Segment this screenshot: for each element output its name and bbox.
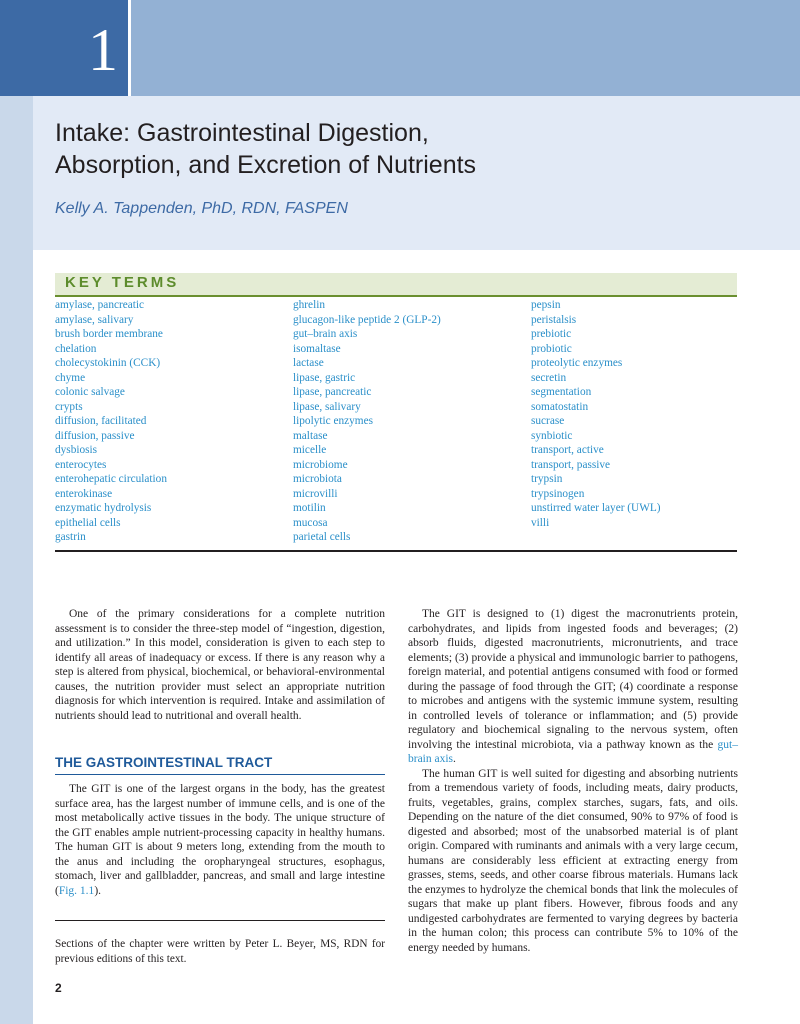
git-paragraph-text: The GIT is one of the largest organs in the body, has the greatest surface area, has the largest number of immune cells, and is one of the most metabolically active tissues in the body. The unique structure of the GIT enables ample nutrient-processing capacity in healthy humans. The human GIT is about 9 meters long, extending from the mouth to the anus and including the oropharyngeal structures, esophagus, stomach, liver and gallbladder, pancreas, and small and large intestine (: [55, 783, 385, 897]
key-term-link[interactable]: parietal cells: [293, 531, 351, 543]
key-term-link[interactable]: lipase, gastric: [293, 371, 356, 384]
key-term-link[interactable]: lipase, pancreatic: [293, 386, 372, 398]
key-term-link[interactable]: gastrin: [55, 531, 86, 543]
key-term-link[interactable]: microbiome: [293, 458, 348, 471]
intro-paragraph-block: [55, 607, 385, 723]
key-term-link[interactable]: diffusion, facilitated: [55, 415, 147, 427]
key-term-link[interactable]: probiotic: [531, 342, 572, 355]
intro-paragraph: One of the primary considerations for a complete nutrition assessment is to consider the three-step model of “ingestion, digestion, and utilization.” In this model, consideration is given to each step to identify all areas of inadequacy or excess. If there is any reason why a step is altered from physical, biochemical, or behavioral-environmental causes, the nutrition provider must select an appropriate nutrition diagnosis for which intervention is required. Intake and assimilation of nutrients should lead to nutritional and overall health.: [55, 608, 385, 722]
key-term-link[interactable]: crypts: [55, 400, 83, 413]
chapter-number-box: [0, 0, 128, 96]
header-band: [131, 0, 800, 96]
left-margin-strip: [0, 0, 33, 1024]
key-term-link[interactable]: lipolytic enzymes: [293, 415, 373, 427]
figure-reference-link[interactable]: Fig. 1.1: [58, 884, 95, 897]
key-term-link[interactable]: motilin: [293, 502, 326, 514]
right-paragraph-2: The human GIT is well suited for digesting and absorbing nutrients from a tremendous variety of foods, including meats, dairy products, fruits, vegetables, grains, complex starches, sugars, fats, and oils. Depending on the nature of the diet consumed, 90% to 97% of food is digested and absorbed; most of the unabsorbed material is of plant origin. Compared with ruminants and animals with a very large cecum, humans are considerably less efficient at extracting energy from grasses, stems, seeds, and other coarse fibrous materials. Humans lack the enzymes to hydrolyze the chemical bonds that link the molecules of sugars that make up plant fibers. However, fibrous foods and any undigested carbohydrates are fermented to varying degrees by bacteria in the human colon; this process can contribute 5% to 10% of the energy needed by humans.: [408, 767, 738, 954]
right-column: [408, 607, 738, 955]
key-term-link[interactable]: synbiotic: [531, 429, 573, 442]
key-term-link[interactable]: enterocytes: [55, 458, 107, 471]
key-term-link[interactable]: maltase: [293, 429, 328, 442]
key-term-link[interactable]: sucrase: [531, 415, 565, 427]
key-term-link[interactable]: dysbiosis: [55, 444, 98, 456]
key-term-link[interactable]: microbiota: [293, 473, 342, 485]
key-term-link[interactable]: lactase: [293, 357, 324, 369]
key-term-link[interactable]: enzymatic hydrolysis: [55, 502, 152, 514]
key-term-link[interactable]: isomaltase: [293, 342, 341, 355]
chapter-title-line: Absorption, and Excretion of Nutrients: [55, 151, 477, 179]
gut-brain-axis-link[interactable]: gut–brain axis: [408, 738, 738, 765]
key-term-link[interactable]: brush border membrane: [55, 328, 163, 340]
key-term-link[interactable]: gut–brain axis: [293, 328, 358, 340]
key-term-link[interactable]: ghrelin: [293, 299, 325, 311]
right-paragraph-1-end: .: [453, 753, 456, 765]
key-term-link[interactable]: micelle: [293, 444, 327, 456]
key-term-link[interactable]: transport, passive: [531, 458, 611, 471]
right-paragraph-1-text: The GIT is designed to (1) digest the macronutrients protein, carbohydrates, and lipids from ingested foods and beverages; (2) absorb fluids, digested macronutrients, micronutrients, and trace elements; (3) provide a physical and immunologic barrier to pathogens, foreign material, and potential antigens consumed with food or formed during the passage of food through the GIT; (4) coordinate a response to microbes and antigens with the systemic immune system, resulting in controlled levels of tolerance or inflammation; and (5) provide regulatory and biochemical signaling to the nervous system, often involving the intestinal microbiota, via a pathway known as the: [408, 608, 738, 751]
key-term-link[interactable]: somatostatin: [531, 400, 589, 413]
key-term-link[interactable]: epithelial cells: [55, 516, 121, 529]
right-paragraph-1: [408, 607, 738, 767]
key-term-link[interactable]: enterokinase: [55, 487, 113, 500]
key-term-link[interactable]: chelation: [55, 342, 97, 355]
footnote: Sections of the chapter were written by Peter L. Beyer, MS, RDN for previous editions of this text.: [55, 938, 385, 965]
key-term-link[interactable]: mucosa: [293, 516, 328, 529]
key-term-link[interactable]: trypsinogen: [531, 487, 585, 500]
key-terms-divider: [55, 550, 737, 552]
key-term-link[interactable]: pepsin: [531, 299, 561, 311]
key-term-link[interactable]: amylase, pancreatic: [55, 299, 145, 311]
key-term-link[interactable]: microvilli: [293, 487, 338, 500]
key-terms-column-2: [293, 298, 441, 545]
key-term-link[interactable]: enterohepatic circulation: [55, 473, 167, 485]
git-paragraph-block: [55, 782, 385, 898]
section-heading: THE GASTROINTESTINAL TRACT: [55, 755, 385, 775]
git-paragraph: [55, 782, 385, 898]
key-term-link[interactable]: trypsin: [531, 473, 563, 485]
key-term-link[interactable]: cholecystokinin (CCK): [55, 357, 161, 369]
key-term-link[interactable]: chyme: [55, 371, 86, 384]
key-term-link[interactable]: unstirred water layer (UWL): [531, 502, 661, 514]
key-term-link[interactable]: transport, active: [531, 444, 604, 456]
key-terms-column-3: [531, 298, 661, 530]
key-term-link[interactable]: amylase, salivary: [55, 313, 134, 326]
key-terms-header: [55, 273, 737, 297]
key-term-link[interactable]: proteolytic enzymes: [531, 357, 623, 369]
key-term-link[interactable]: lipase, salivary: [293, 400, 361, 413]
key-term-link[interactable]: colonic salvage: [55, 386, 125, 398]
chapter-author: Kelly A. Tappenden, PhD, RDN, FASPEN: [55, 200, 348, 217]
key-term-link[interactable]: glucagon-like peptide 2 (GLP-2): [293, 313, 441, 326]
footnote-divider: [55, 920, 385, 921]
key-term-link[interactable]: villi: [531, 516, 550, 529]
key-term-link[interactable]: segmentation: [531, 386, 592, 398]
key-terms-column-1: [55, 298, 167, 545]
key-term-link[interactable]: diffusion, passive: [55, 429, 135, 442]
key-term-link[interactable]: prebiotic: [531, 328, 572, 340]
chapter-title-line: Intake: Gastrointestinal Digestion,: [55, 119, 429, 147]
key-terms-heading: KEY TERMS: [65, 274, 180, 291]
key-term-link[interactable]: secretin: [531, 371, 567, 384]
key-term-link[interactable]: peristalsis: [531, 313, 577, 326]
page-number: 2: [55, 981, 62, 995]
git-paragraph-end: ).: [94, 884, 102, 897]
chapter-title: [55, 117, 476, 181]
chapter-number: 1: [88, 17, 118, 83]
